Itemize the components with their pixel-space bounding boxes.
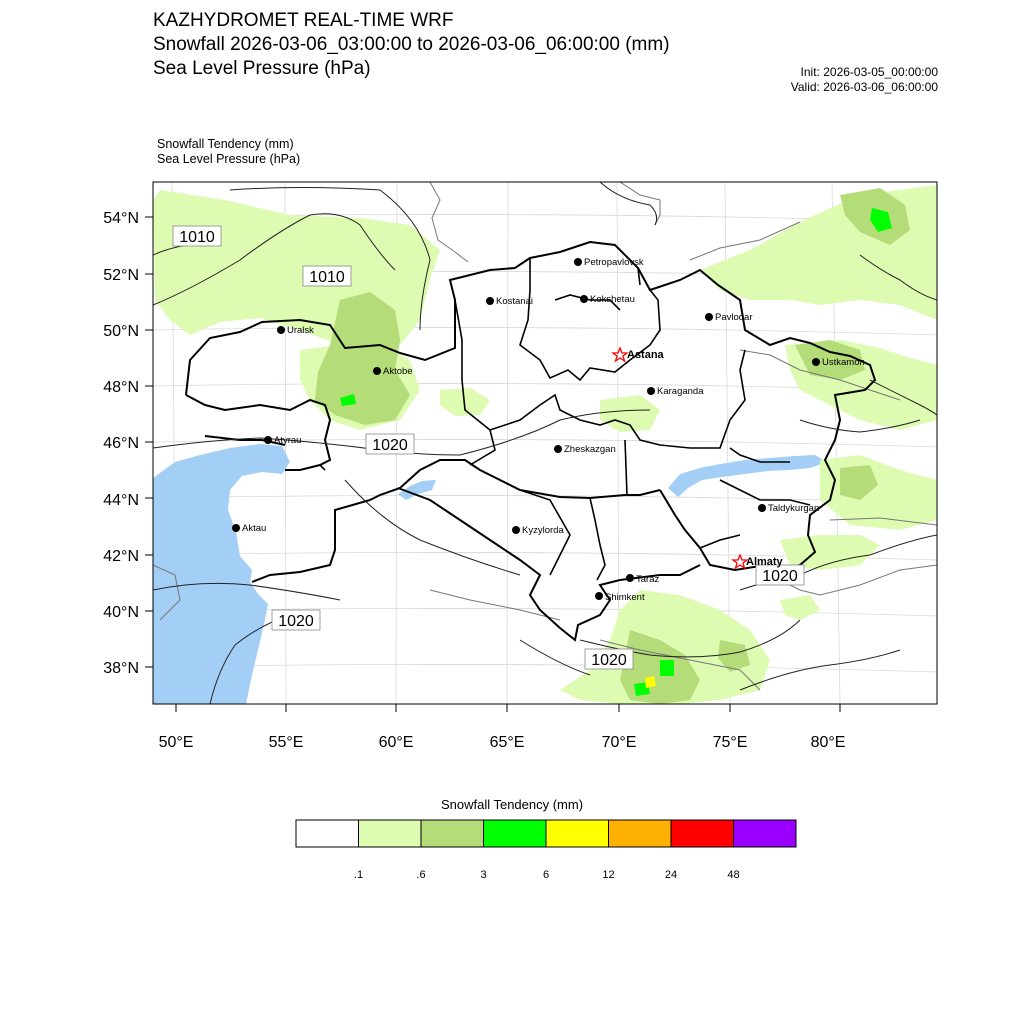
map-subtitle-pressure: Sea Level Pressure (hPa) <box>153 58 371 79</box>
colorbar-ticks <box>354 869 740 881</box>
city-marker <box>758 503 819 514</box>
lon-label: 50°E <box>158 734 194 751</box>
snowfall-light <box>153 185 937 704</box>
colorbar-tick: .1 <box>353 869 364 881</box>
lat-label: 46°N <box>103 435 139 452</box>
city-marker <box>554 444 616 455</box>
lake-balkhash <box>668 455 827 497</box>
colorbar-bin <box>734 820 797 847</box>
city-marker <box>626 574 659 585</box>
colorbar-bin <box>296 820 359 847</box>
svg-text:1010: 1010 <box>179 229 215 246</box>
lon-label: 70°E <box>601 734 637 751</box>
map-subtitle-snowfall: Snowfall 2026-03-06_03:00:00 to 2026-03-06_06:00:00 (mm) <box>153 34 670 55</box>
isobar-label <box>585 649 633 669</box>
lat-label: 52°N <box>103 267 139 284</box>
colorbar-bin <box>484 820 547 847</box>
colorbar-bin <box>609 820 672 847</box>
svg-text:1020: 1020 <box>762 568 798 585</box>
city-marker <box>277 325 314 336</box>
lon-label: 65°E <box>489 734 525 751</box>
colorbar-bin <box>359 820 422 847</box>
svg-text:Uralsk: Uralsk <box>287 325 314 336</box>
svg-text:Petropavlovsk: Petropavlovsk <box>584 257 644 268</box>
city-marker <box>574 257 644 268</box>
map-title: KAZHYDROMET REAL-TIME WRF <box>153 10 454 31</box>
city-marker <box>264 435 301 446</box>
lon-label: 60°E <box>378 734 414 751</box>
svg-text:Pavlodar: Pavlodar <box>715 312 753 323</box>
colorbar-tick: 24 <box>664 869 678 881</box>
colorbar-bin <box>421 820 484 847</box>
lat-label: 38°N <box>103 660 139 677</box>
colorbar-tick: 3 <box>480 869 487 881</box>
svg-text:Taraz: Taraz <box>636 574 660 585</box>
city-marker <box>595 592 645 603</box>
isobar-label <box>173 226 221 246</box>
colorbar-bin <box>671 820 734 847</box>
isobar-label <box>756 565 804 585</box>
lat-label: 50°N <box>103 323 139 340</box>
svg-text:Ustkamon: Ustkamon <box>822 357 865 368</box>
lon-label: 80°E <box>810 734 846 751</box>
latitude-labels <box>103 210 139 677</box>
svg-text:Almaty: Almaty <box>746 556 783 568</box>
svg-text:1020: 1020 <box>591 652 627 669</box>
longitude-labels <box>159 734 846 751</box>
svg-text:Shimkent: Shimkent <box>605 592 645 603</box>
capital-marker-almaty <box>733 555 784 568</box>
city-marker <box>705 312 753 323</box>
city-marker <box>232 523 266 534</box>
city-marker <box>486 296 533 307</box>
colorbar-title: Snowfall Tendency (mm) <box>440 797 584 812</box>
svg-text:Zheskazgan: Zheskazgan <box>564 444 616 455</box>
svg-text:1010: 1010 <box>309 269 345 286</box>
city-marker <box>512 525 564 536</box>
valid-time: Valid: 2026-03-06_06:00:00 <box>790 80 938 94</box>
svg-text:Aktau: Aktau <box>242 523 267 534</box>
colorbar-tick: 12 <box>602 869 615 881</box>
isobar-label <box>366 434 414 454</box>
colorbar <box>296 820 796 847</box>
field-label-pressure: Sea Level Pressure (hPa) <box>157 152 301 166</box>
city-marker <box>647 386 704 397</box>
svg-text:Taldykurgan: Taldykurgan <box>768 503 820 514</box>
svg-text:Kokshetau: Kokshetau <box>590 294 635 305</box>
svg-text:Astana: Astana <box>627 349 664 361</box>
field-label-snowfall: Snowfall Tendency (mm) <box>157 137 294 151</box>
lon-label: 75°E <box>712 734 748 751</box>
lat-label: 44°N <box>103 492 139 509</box>
isobar-label <box>303 266 351 286</box>
svg-text:1020: 1020 <box>278 613 314 630</box>
svg-text:1020: 1020 <box>372 437 408 454</box>
lat-label: 48°N <box>103 379 139 396</box>
capital-marker-astana <box>613 348 665 361</box>
lon-label: 55°E <box>268 734 304 751</box>
colorbar-tick: .6 <box>416 869 426 881</box>
isobar-label <box>272 610 320 630</box>
svg-text:Atyrau: Atyrau <box>274 435 302 446</box>
svg-text:Karaganda: Karaganda <box>657 386 704 397</box>
snowfall-very-heavy <box>645 676 656 688</box>
svg-text:Kyzylorda: Kyzylorda <box>522 525 564 536</box>
lat-label: 40°N <box>103 604 139 621</box>
svg-text:Aktobe: Aktobe <box>383 366 413 377</box>
lat-label: 54°N <box>103 210 139 227</box>
colorbar-tick: 48 <box>727 869 740 881</box>
svg-text:Kostanai: Kostanai <box>496 296 533 307</box>
colorbar-bin <box>546 820 609 847</box>
init-time: Init: 2026-03-05_00:00:00 <box>800 65 938 79</box>
lat-label: 42°N <box>103 548 139 565</box>
colorbar-tick: 6 <box>542 869 550 881</box>
